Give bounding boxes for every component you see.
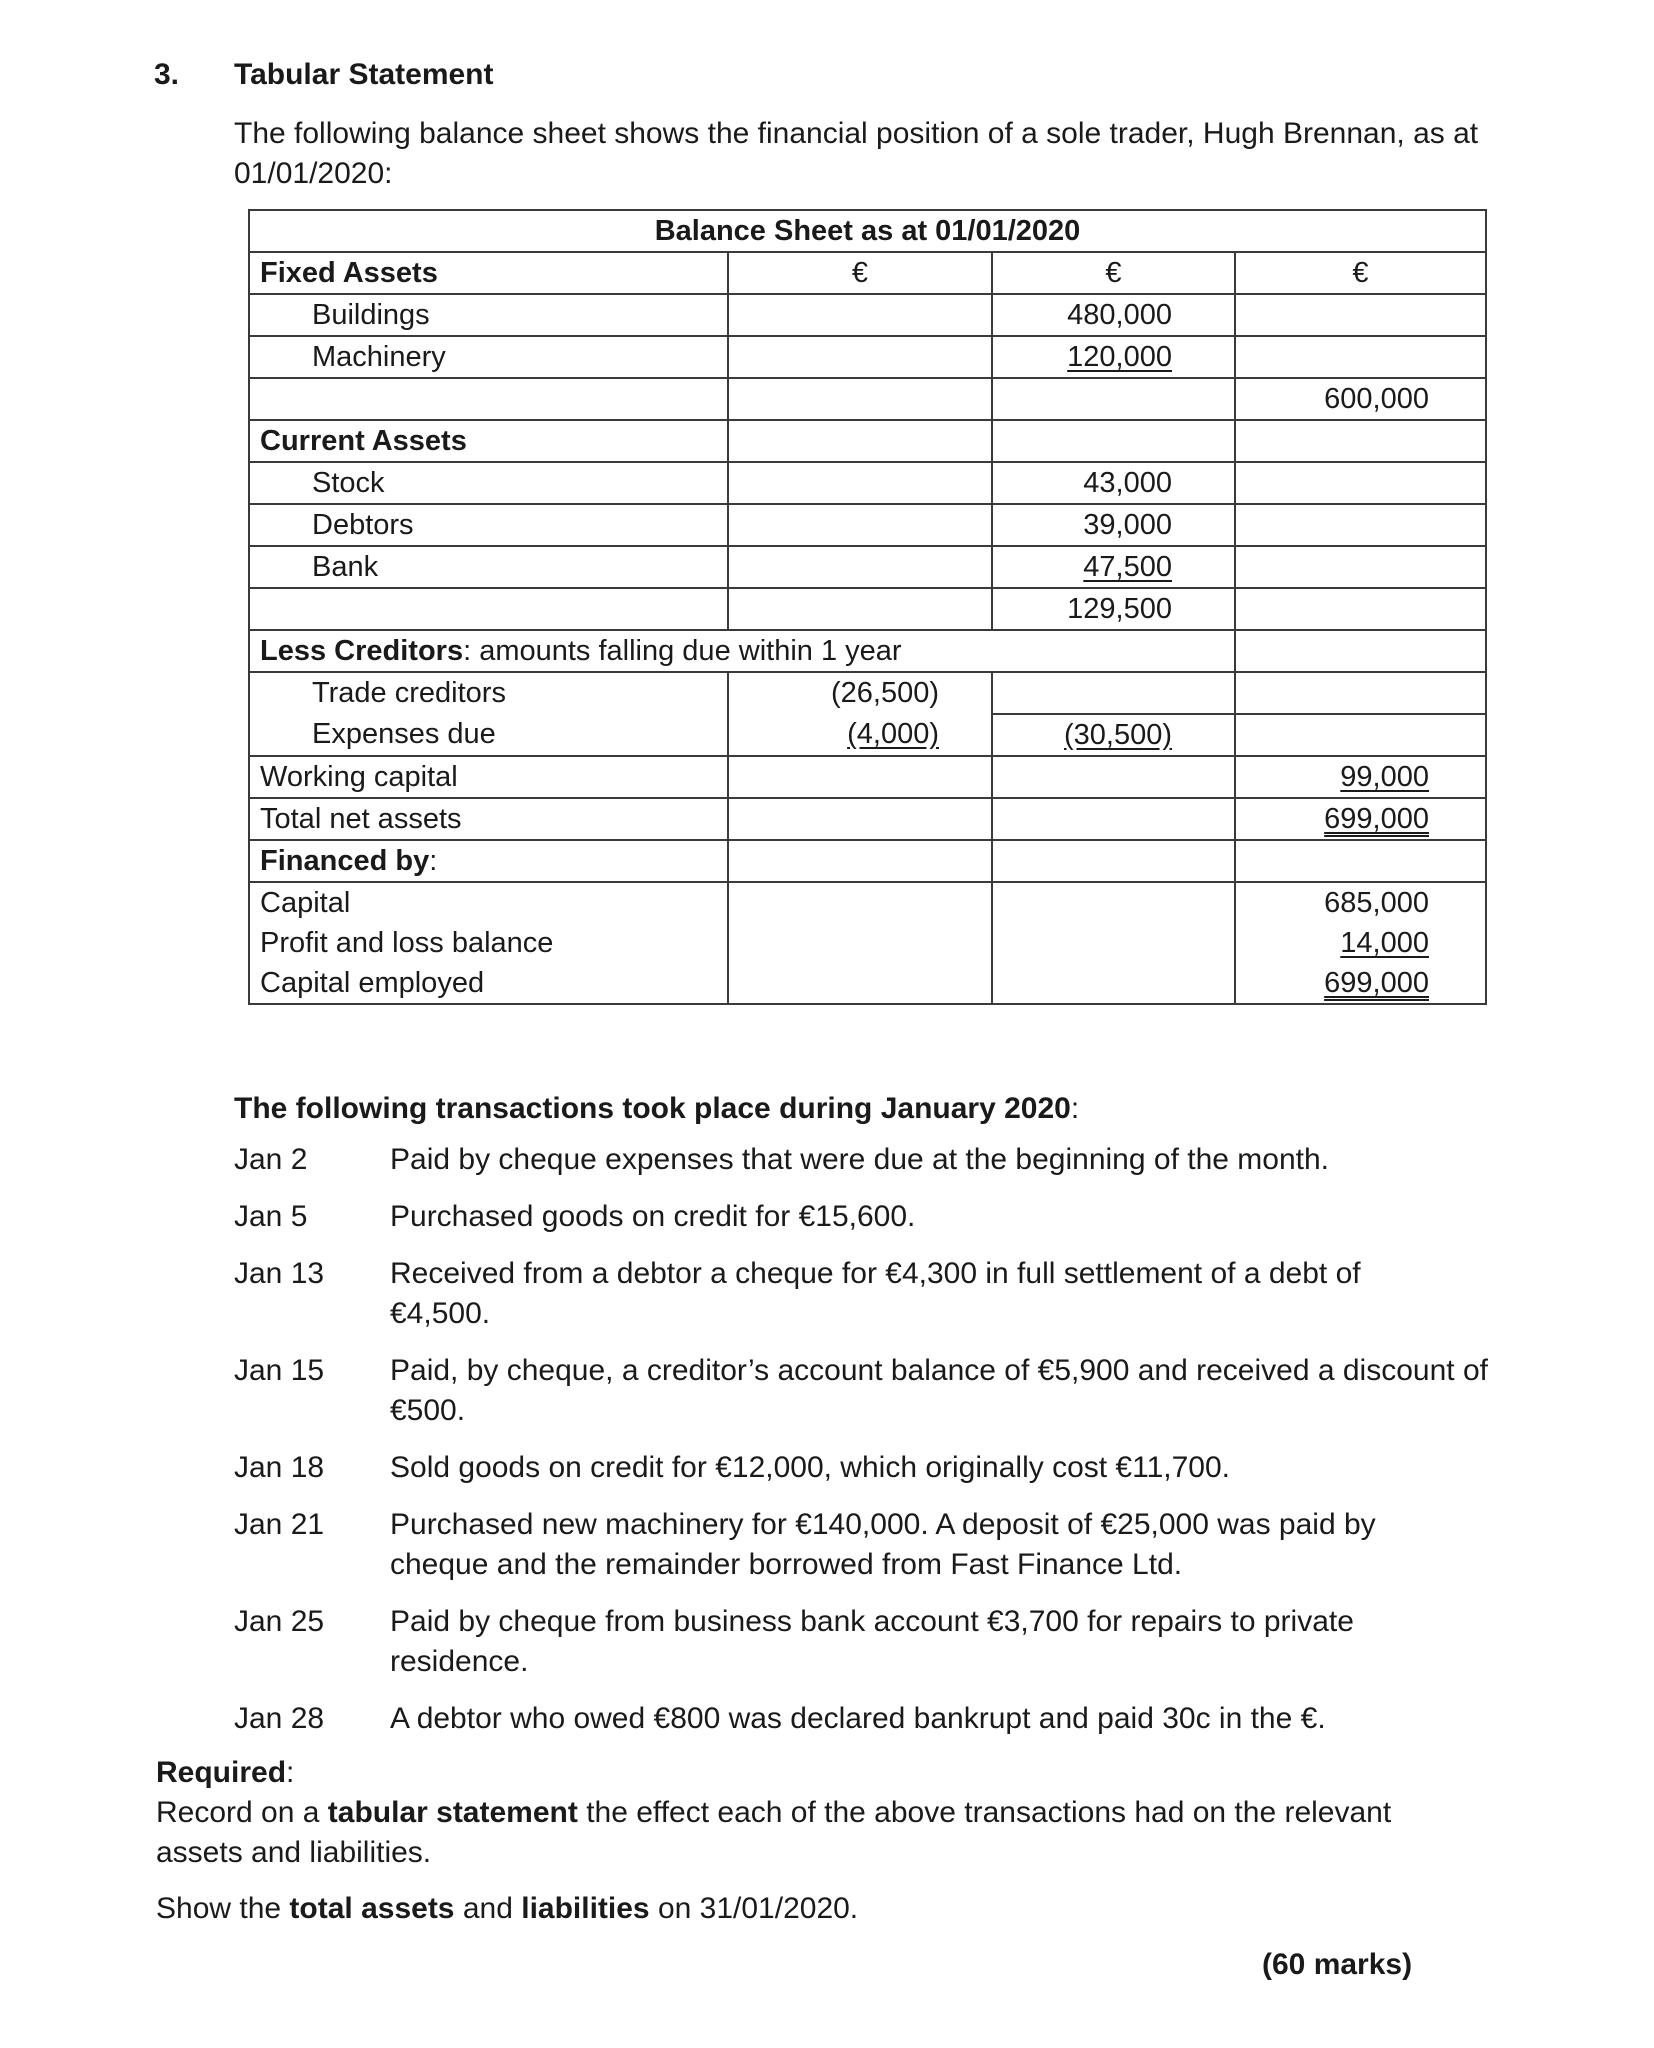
financed-by-label: Financed by:: [249, 840, 728, 882]
table-row: [249, 672, 1486, 714]
list-item: [234, 1448, 1494, 1488]
creditors-total: (30,500): [1063, 718, 1172, 751]
euro-header-2: €: [992, 252, 1235, 294]
table-row: [249, 923, 1486, 963]
list-item: [234, 1602, 1494, 1682]
transaction-text: A debtor who owed €800 was declared bankrupt and paid 30c in the €.: [390, 1702, 1326, 1735]
transaction-date: Jan 21: [234, 1508, 325, 1541]
machinery-label: Machinery: [249, 336, 728, 378]
working-capital-label: Working capital: [249, 756, 728, 798]
total-net-assets-value: 699,000: [1324, 802, 1429, 835]
working-capital-value: 99,000: [1340, 760, 1429, 793]
list-item: [234, 1197, 1494, 1237]
machinery-value: 120,000: [1067, 340, 1172, 373]
table-row: [249, 336, 1486, 378]
euro-header-1: €: [728, 252, 992, 294]
question-intro: The following balance sheet shows the financial position of a sole trader, Hugh Brennan, as at 01/01/2020:: [234, 117, 1479, 190]
current-assets-label: Current Assets: [249, 420, 728, 462]
required-line-1: Record on a tabular statement the effect each of the above transactions had on the relevant assets and liabilities.: [156, 1796, 1392, 1869]
table-row: [249, 588, 1486, 630]
transaction-text: Purchased new machinery for €140,000. A deposit of €25,000 was paid by cheque and the remainder borrowed from Fast Finance Ltd.: [390, 1508, 1376, 1581]
capital-employed-label: Capital employed: [249, 963, 728, 1004]
expenses-due-value: (4,000): [847, 718, 939, 750]
list-item: [234, 1505, 1494, 1585]
buildings-label: Buildings: [249, 294, 728, 336]
question-title: Tabular Statement: [234, 58, 494, 91]
transaction-text: Sold goods on credit for €12,000, which originally cost €11,700.: [390, 1451, 1230, 1484]
table-row: [249, 462, 1486, 504]
fixed-assets-label: Fixed Assets: [249, 252, 728, 294]
capital-label: Capital: [249, 882, 728, 923]
transaction-date: Jan 28: [234, 1702, 325, 1735]
table-row: [249, 882, 1486, 923]
question-number: 3.: [154, 58, 180, 91]
transaction-text: Received from a debtor a cheque for €4,300 in full settlement of a debt of €4,500.: [390, 1257, 1361, 1330]
list-item: [234, 1351, 1494, 1431]
transaction-date: Jan 2: [234, 1143, 308, 1176]
current-assets-total: 129,500: [992, 588, 1235, 630]
profit-loss-label: Profit and loss balance: [249, 923, 728, 963]
trade-creditors-value: (26,500): [728, 672, 992, 714]
header-row: [249, 252, 1486, 294]
table-row: [249, 798, 1486, 840]
transactions-list: [234, 1140, 1494, 1756]
transaction-date: Jan 5: [234, 1200, 308, 1233]
list-item: [234, 1140, 1494, 1180]
required-label: Required:: [156, 1756, 295, 1789]
transaction-text: Paid by cheque from business bank account €3,700 for repairs to private residence.: [390, 1605, 1354, 1678]
table-row: [249, 294, 1486, 336]
capital-employed-value: 699,000: [1324, 966, 1429, 999]
profit-loss-value: 14,000: [1340, 926, 1429, 959]
total-net-assets-label: Total net assets: [249, 798, 728, 840]
required-line-2: Show the total assets and liabilities on 31/01/2020.: [156, 1892, 859, 1925]
table-row: [249, 756, 1486, 798]
list-item: [234, 1699, 1494, 1739]
stock-label: Stock: [249, 462, 728, 504]
expenses-due-label: Expenses due: [249, 714, 728, 756]
required-section: [156, 1753, 1456, 1929]
stock-value: 43,000: [992, 462, 1235, 504]
euro-header-3: €: [1235, 252, 1486, 294]
debtors-value: 39,000: [992, 504, 1235, 546]
marks-label: (60 marks): [1262, 1948, 1413, 1981]
transactions-heading: The following transactions took place during January 2020:: [234, 1092, 1080, 1125]
table-row: [249, 546, 1486, 588]
table-row: [249, 420, 1486, 462]
transaction-date: Jan 15: [234, 1354, 325, 1387]
balance-sheet-title-row: [249, 210, 1486, 252]
table-row: [249, 840, 1486, 882]
bank-label: Bank: [249, 546, 728, 588]
capital-value: 685,000: [1235, 882, 1486, 923]
transaction-text: Paid by cheque expenses that were due at the beginning of the month.: [390, 1143, 1329, 1176]
table-row: [249, 714, 1486, 756]
table-row: [249, 963, 1486, 1004]
buildings-value: 480,000: [992, 294, 1235, 336]
transaction-date: Jan 25: [234, 1605, 325, 1638]
debtors-label: Debtors: [249, 504, 728, 546]
balance-sheet-table: [248, 209, 1487, 1005]
list-item: [234, 1254, 1494, 1334]
less-creditors-label: Less Creditors: amounts falling due within 1 year: [249, 630, 1235, 672]
table-row: [249, 630, 1486, 672]
fixed-assets-total: 600,000: [1235, 378, 1486, 420]
balance-sheet-title: Balance Sheet as at 01/01/2020: [249, 210, 1486, 252]
bank-value: 47,500: [1083, 550, 1172, 583]
transaction-date: Jan 13: [234, 1257, 325, 1290]
table-row: [249, 378, 1486, 420]
trade-creditors-label: Trade creditors: [249, 672, 728, 714]
transaction-text: Purchased goods on credit for €15,600.: [390, 1200, 916, 1233]
transaction-date: Jan 18: [234, 1451, 325, 1484]
table-row: [249, 504, 1486, 546]
transaction-text: Paid, by cheque, a creditor’s account balance of €5,900 and received a discount of €500.: [390, 1354, 1488, 1427]
